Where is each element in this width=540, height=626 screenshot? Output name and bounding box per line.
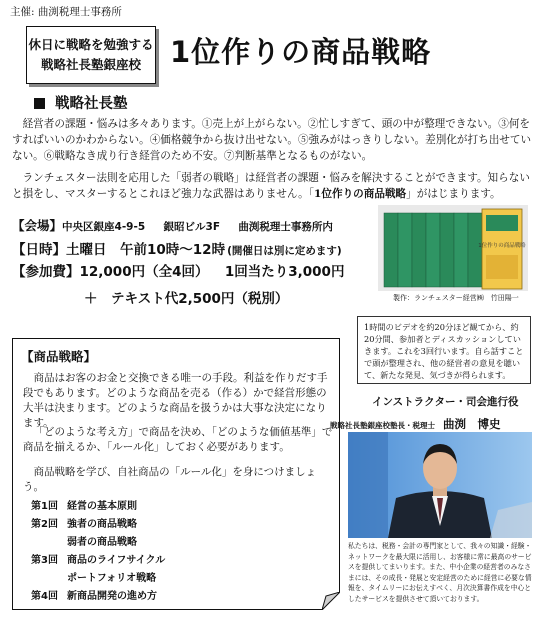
session-item — [31, 569, 156, 584]
instructor-portrait — [348, 432, 532, 538]
venue-address: 中央区銀座4-9-5 — [62, 221, 146, 233]
session-title: ポートフォリオ戦略 — [67, 573, 157, 584]
session-number: 第2回 — [31, 519, 58, 530]
instructor-name: 曲渕 博史 — [443, 417, 501, 431]
section-heading — [34, 92, 128, 113]
banner-line-2: 戦略社長塾銀座校 — [40, 57, 141, 72]
date-value: 土曜日 午前10時～12時 — [66, 242, 226, 258]
intro-paragraph-1: 経営者の課題・悩みは多々あります。①売上が上がらない。②忙しすぎて、頭の中が整理できない。③何をすればいいのかわからない。④価格競争から抜け出せない。⑤強みがはっきりしない。差別化が打ち出せていない。⑥戦略なき成り行き経営のため不安。⑦判断基準となるものがない。 — [12, 118, 532, 162]
intro-p2-post: 」がはじまります。 — [406, 188, 501, 200]
session-number: 第4回 — [31, 591, 58, 602]
course-paragraph-2: 「どのような考え方」で商品を決め、「どのような価値基準」で商品を揃えるか、「ルール化」しておく必要があります。 — [23, 426, 333, 453]
book-set-image — [378, 205, 528, 291]
page-curl-icon — [322, 592, 340, 610]
section-heading-text: 戦略社長塾 — [55, 96, 128, 112]
instructor-title: 戦略社長塾銀座校塾長・税理士 — [330, 421, 435, 430]
square-bullet-icon — [34, 98, 45, 109]
intro-paragraph-2 — [12, 170, 532, 202]
fee-line — [12, 260, 344, 280]
session-item — [31, 515, 137, 530]
book-cover-label: 1位作りの商品戦略 — [478, 243, 526, 249]
course-box — [12, 338, 340, 610]
session-item — [31, 587, 157, 602]
instructor-role: インストラクター・司会進行役 — [372, 396, 519, 408]
venue-office: 曲渕税理士事務所内 — [238, 221, 333, 233]
session-item — [31, 533, 137, 548]
instructor-line — [330, 413, 501, 432]
fee-per-session: 1回当たり3,000円 — [224, 264, 345, 280]
banner-line-1: 休日に戦略を勉強する — [28, 37, 154, 52]
venue-line — [12, 216, 333, 234]
course-title: 【商品戦略】 — [21, 349, 97, 364]
book-front-cover — [478, 209, 526, 289]
fee-value: 12,000円（全4回） — [79, 264, 209, 280]
school-banner — [26, 26, 156, 84]
text-fee: ＋ テキスト代2,500円（税別） — [84, 291, 289, 307]
page-title: 1位作りの商品戦略 — [170, 35, 432, 69]
course-paragraph-3: 商品戦略を学び、自社商品の「ルール化」を身につけましょう。 — [23, 466, 317, 493]
course-paragraph-1: 商品はお客のお金と交換できる唯一の手段。利益を作りだす手段でもあります。どのような商品を売る（作る）かで経営形態の大半は決まります。どのような商品を扱うかは大事な決定になります。 — [23, 372, 328, 429]
session-number: 第1回 — [31, 501, 58, 512]
book-caption: 製作：ランチェスター経営㈱ 竹田陽一 — [393, 294, 519, 302]
text-fee-line — [84, 287, 288, 307]
book-spines — [384, 213, 482, 287]
organizer-text: 主催: 曲渕税理士事務所 — [10, 6, 122, 18]
session-format-note: 1時間のビデオを約20分ほど観てから、約20分間、参加者とディスカッションしていきます。これを3回行います。自ら話すことで頭が整理され、他の経営者の意見を聴いて、新たな発見、気づきが得られます。 — [357, 316, 531, 384]
instructor-bio: 私たちは、税務・会計の専門家として、我々の知識・経験・ネットワークを最大限に活用し、お客様に常に最高のサービスを提供してまいります。また、中小企業の経営者のみなさまには、その成長・発展と安定経営のために経営に必要な情報を、タイムリーにお伝えすべく、月次決算書作成を中心としたサービスを提供させて頂いております。 — [348, 542, 532, 603]
date-note: (開催日は別に定めます) — [227, 245, 342, 257]
date-line — [12, 238, 342, 258]
session-number: 第3回 — [31, 555, 58, 566]
session-title: 弱者の商品戦略 — [67, 537, 137, 548]
intro-p2-pre: ランチェスター法則を応用した「弱者の戦略」は経営者の課題・悩みを解決することができます。知らないと損をし、マスターするとこれほど強力な武器はありません。「 — [12, 172, 530, 200]
venue-label: 【会場】 — [12, 218, 63, 233]
session-item — [31, 497, 137, 512]
date-label: 【日時】 — [12, 242, 66, 258]
session-title: 商品のライフサイクル — [67, 555, 166, 566]
session-title: 新商品開発の進め方 — [67, 591, 157, 602]
venue-building: 銀昭ビル3F — [163, 221, 220, 233]
session-title: 経営の基本原則 — [67, 501, 137, 512]
fee-label: 【参加費】 — [12, 264, 80, 280]
intro-p2-bold: 1位作りの商品戦略 — [314, 188, 407, 200]
session-item — [31, 551, 165, 566]
session-title: 強者の商品戦略 — [67, 519, 137, 530]
